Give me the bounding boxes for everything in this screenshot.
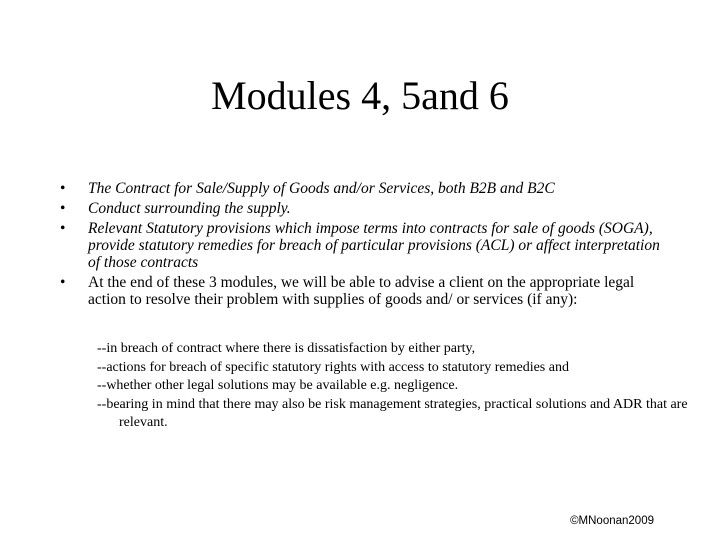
sub-item: --in breach of contract where there is dissatisfaction by either party, <box>97 341 476 356</box>
bullet-marker: • <box>60 180 66 197</box>
bullet-marker: • <box>60 274 66 291</box>
bullet-marker: • <box>60 200 66 217</box>
bullet-item <box>60 180 670 197</box>
bullet-marker: • <box>60 220 66 237</box>
bullet-item <box>60 274 670 308</box>
bullet-text: At the end of these 3 modules, we will be able to advise a client on the appropriate legal action to resolve their problem with supplies of goods and/ or services (if any): <box>88 274 635 308</box>
copyright-footer: ©MNoonan2009 <box>570 515 654 527</box>
bullet-text: Relevant Statutory provisions which impose terms into contracts for sale of goods (SOGA), provide statutory remedies for breach of particular provisions (ACL) or affect interpretation of those contracts <box>88 220 660 271</box>
bullet-list <box>60 180 670 308</box>
bullet-text: Conduct surrounding the supply. <box>88 200 291 217</box>
bullet-item <box>60 220 670 271</box>
sub-item: --whether other legal solutions may be available e.g. negligence. <box>97 378 459 393</box>
sub-item: --bearing in mind that there may also be risk management strategies, practical solutions and ADR that are relevant. <box>97 396 688 430</box>
bullet-text: The Contract for Sale/Supply of Goods and/or Services, both B2B and B2C <box>88 180 555 197</box>
sub-list <box>97 340 697 433</box>
slide-title: Modules 4, 5and 6 <box>211 73 509 118</box>
sub-item: --actions for breach of specific statutory rights with access to statutory remedies and <box>97 359 569 375</box>
bullet-item <box>60 200 670 217</box>
